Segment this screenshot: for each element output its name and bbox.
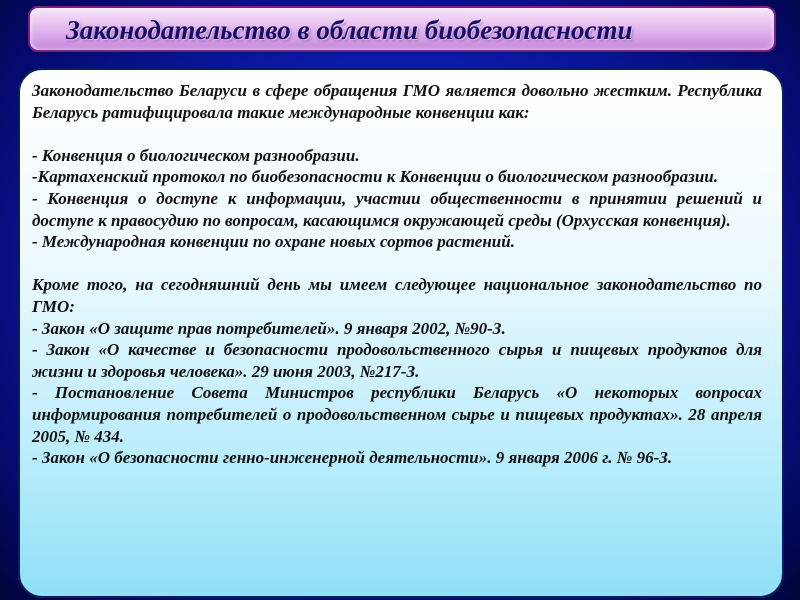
intro-paragraph: Законодательство Беларуси в сфере обращения ГМО является довольно жестким. Республика Беларусь ратифицировала такие международные конвенции как: [32, 81, 762, 122]
national-law-item: - Закон «О защите прав потребителей». 9 января 2002, №90-З. [32, 318, 506, 338]
convention-item: -Картахенский протокол по биобезопасности к Конвенции о биологическом разнообразии. [32, 167, 718, 187]
title-banner [28, 6, 776, 52]
content-panel [18, 68, 784, 598]
convention-item: - Конвенция о биологическом разнообразии. [32, 145, 360, 165]
convention-item: - Международная конвенции по охране новых сортов растений. [32, 232, 515, 252]
slide-title: Законодательство в области биобезопасности [66, 15, 633, 45]
national-law-item: - Закон «О безопасности генно-инженерной деятельности». 9 января 2006 г. № 96-З. [32, 448, 673, 468]
national-intro-paragraph: Кроме того, на сегодняшний день мы имеем следующее национальное законодательство по ГМО: [32, 275, 762, 316]
spacer [32, 253, 762, 275]
convention-item: - Конвенция о доступе к информации, участии общественности в принятии решений и доступе к правосудию по вопросам, касающимся окружающей среды (Орхусская конвенция). [32, 188, 762, 230]
spacer [32, 123, 762, 145]
national-law-item: - Постановление Совета Министров республики Беларусь «О некоторых вопросах информирования потребителей о продовольственном сырье и пищевых продуктах». 28 апреля 2005, № 434. [32, 383, 762, 446]
national-law-item: - Закон «О качестве и безопасности продовольственного сырья и пищевых продуктов для жизни и здоровья человека». 29 июня 2003, №217-З. [32, 340, 762, 381]
